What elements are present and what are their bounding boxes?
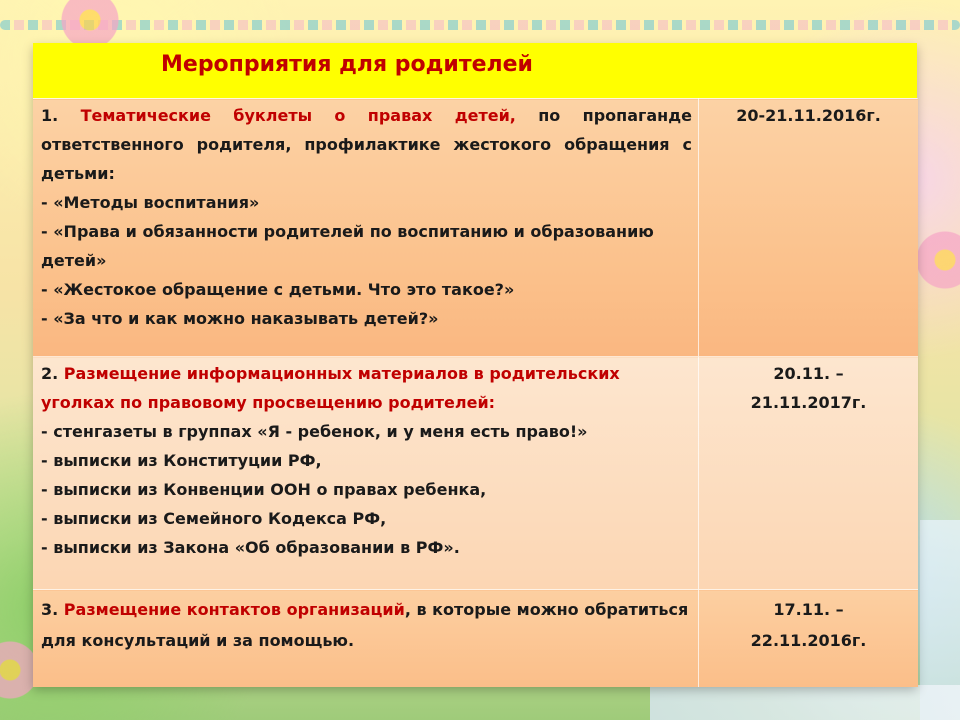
event-description-cell	[33, 590, 699, 688]
list-item: - стенгазеты в группах «Я - ребенок, и у меня есть право!»	[41, 422, 588, 441]
event-highlight: Размещение контактов организаций	[63, 600, 405, 619]
event-number: 3.	[41, 600, 59, 619]
bead-garland-decoration	[0, 20, 960, 30]
event-intro-rest: , в которые можно обратиться для консультаций и за помощью.	[41, 600, 689, 650]
event-date-cell	[699, 590, 919, 688]
event-date	[699, 590, 918, 656]
event-description-cell	[33, 99, 699, 357]
event-number: 2.	[41, 364, 59, 383]
list-item: - «За что и как можно наказывать детей?»	[41, 309, 439, 328]
event-date-cell	[699, 99, 919, 357]
event-date-end: 21.11.2017г.	[750, 393, 867, 412]
events-board	[33, 43, 917, 686]
event-intro	[41, 594, 692, 656]
list-item: - выписки из Закона «Об образовании в РФ».	[41, 538, 460, 557]
event-date-cell	[699, 357, 919, 590]
event-number: 1.	[41, 106, 59, 125]
event-date: 20-21.11.2016г.	[736, 106, 881, 125]
list-item: - выписки из Конституции РФ,	[41, 451, 322, 470]
list-item: - «Жестокое обращение с детьми. Что это такое?»	[41, 280, 515, 299]
events-table	[33, 98, 918, 687]
event-intro	[41, 359, 692, 417]
paper-decoration	[650, 685, 960, 720]
event-highlight: Размещение информационных материалов в родительских уголках по правовому просвещению родителей:	[41, 364, 620, 412]
event-intro	[41, 101, 692, 188]
list-item: - «Права и обязанности родителей по воспитанию и образованию детей»	[41, 222, 654, 270]
flower-decoration	[915, 230, 960, 290]
event-date	[699, 357, 918, 417]
event-date-start: 17.11. –	[773, 600, 844, 619]
event-description-cell	[33, 357, 699, 590]
event-highlight: Тематические буклеты о правах детей,	[80, 106, 516, 125]
table-row	[33, 357, 918, 590]
list-item: - «Методы воспитания»	[41, 193, 260, 212]
title-bar	[33, 43, 917, 98]
page-title: Мероприятия для родителей	[161, 52, 533, 77]
list-item: - выписки из Семейного Кодекса РФ,	[41, 509, 387, 528]
event-date-end: 22.11.2016г.	[750, 631, 867, 650]
table-row	[33, 590, 918, 688]
event-date-start: 20.11. –	[773, 364, 844, 383]
event-intro-rest: по пропаганде ответственного родителя, профилактике жестокого обращения с детьми:	[41, 106, 692, 183]
list-item: - выписки из Конвенции ООН о правах ребенка,	[41, 480, 487, 499]
table-row	[33, 99, 918, 357]
